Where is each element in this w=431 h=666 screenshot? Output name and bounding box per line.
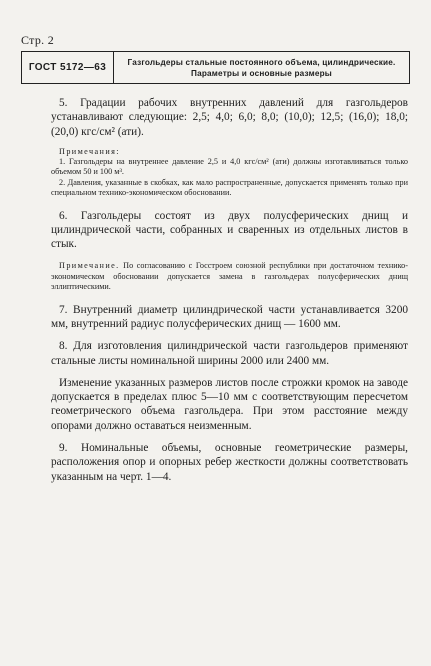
standard-title: Газгольдеры стальные постоянного объема, цилиндрические. Параметры и основные размеры xyxy=(127,57,396,78)
clause-7: 7. Внутренний диаметр цилиндрической части устанавливается 3200 мм, внутренний радиус полусферических днищ — 1600 мм. xyxy=(51,303,408,330)
standard-code: ГОСТ 5172—63 xyxy=(22,52,114,83)
note-1: 1. Газгольдеры на внутреннее давление 2,5 и 4,0 кгс/см² (ати) должны изготавливаться только объемом 50 и 100 м³. xyxy=(51,156,408,177)
clause-8-continuation: Изменение указанных размеров листов после строжки кромок на заводе допускается в пределах плюс 5—10 мм с соответствующим пересчетом геометрического объема газгольдера. При этом расстояние между опорами должно оставаться неизменным. xyxy=(51,376,408,432)
page-number: Стр. 2 xyxy=(21,33,55,47)
notes-heading: Примечания: xyxy=(59,146,120,156)
document-body xyxy=(51,96,408,484)
note-3-label: Примечание. xyxy=(59,261,120,271)
clause-9: 9. Номинальные объемы, основные геометрические размеры, расположения опор и опорных ребер жесткости должны соответствовать указанным на черт. 1—4. xyxy=(51,442,408,483)
clause-8: 8. Для изготовления цилиндрической части газгольдеров применяют стальные листы номинальной ширины 2000 или 2400 мм. xyxy=(51,340,408,367)
note-3-text: По согласованию с Госстроем союзной республики при достаточном технико-экономическом обосновании допускается замена в газгольдерах полусферических днищ эллиптическими. xyxy=(51,261,408,292)
clause-5: 5. Градации рабочих внутренних давлений для газгольдеров устанавливают следующие: 2,5; 4,0; 6,0; 8,0; (10,0); 12,5; (16,0); 18,0; (20,0) кгс/см² (ати). xyxy=(51,97,408,138)
document-header xyxy=(21,51,410,84)
note-3 xyxy=(51,261,408,292)
note-2: 2. Давления, указанные в скобках, как мало распространенные, допускается применять только при специальном технико-экономическом обосновании. xyxy=(51,177,408,198)
clause-6: 6. Газгольдеры состоят из двух полусферических днищ и цилиндрической части, собранных и сваренных из отдельных листов в стык. xyxy=(51,209,408,251)
